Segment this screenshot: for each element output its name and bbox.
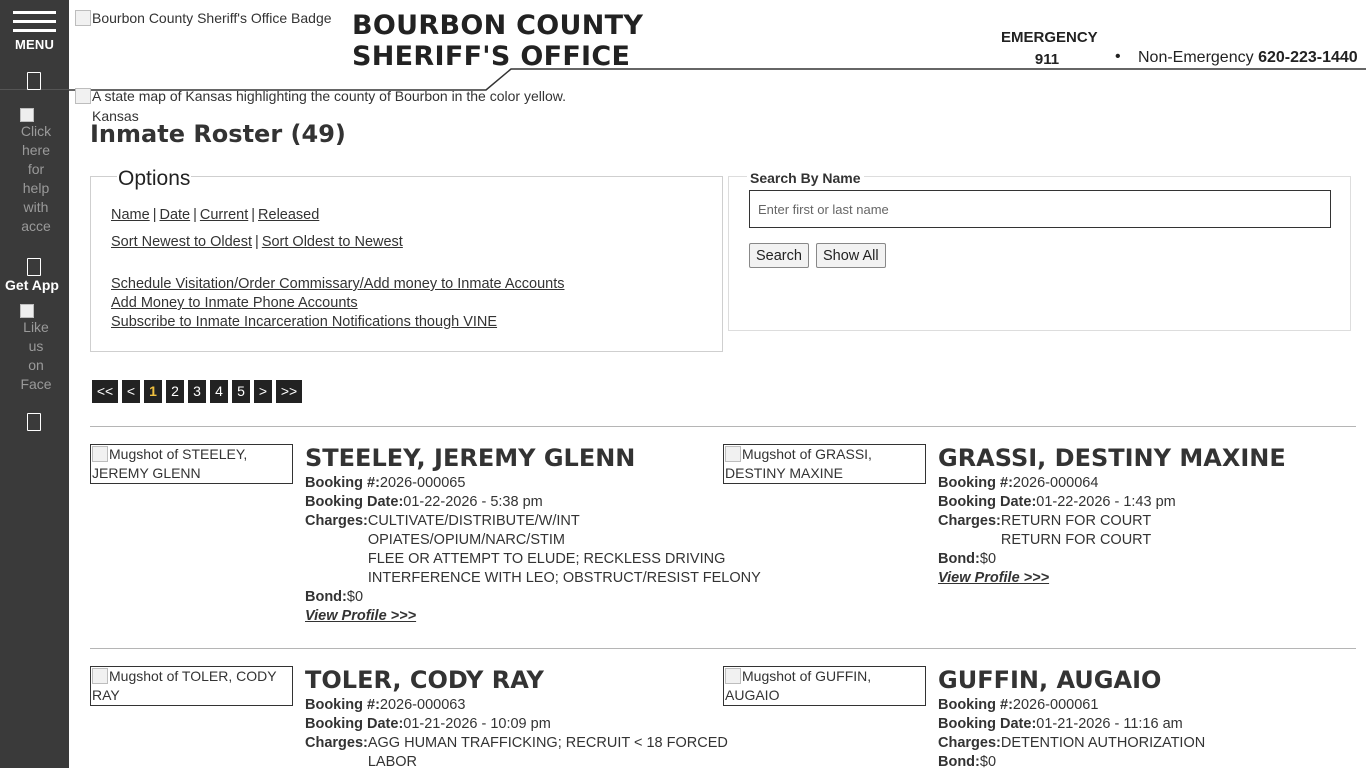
vine-notifications-link[interactable]: Subscribe to Inmate Incarceration Notifications though VINE [111, 314, 498, 330]
broken-image-icon [20, 108, 34, 122]
row-divider [90, 648, 1356, 649]
mugshot-alt: Mugshot of GUFFIN, AUGAIO [725, 668, 872, 703]
inmate-name[interactable]: GUFFIN, AUGAIO [938, 666, 1162, 694]
charge-item: OPIATES/OPIUM/NARC/STIM [367, 532, 565, 548]
kansas-map-image [75, 88, 566, 104]
pagination-page-3[interactable]: 3 [188, 380, 206, 403]
sort-links: Sort Newest to Oldest | Sort Oldest to Newest [111, 234, 403, 250]
pagination-last[interactable]: >> [276, 380, 302, 403]
state-label: Kansas [92, 108, 139, 124]
filter-current-link[interactable]: Current [199, 207, 249, 223]
pagination-page-2[interactable]: 2 [166, 380, 184, 403]
sheriff-badge-image[interactable] [75, 10, 332, 26]
pagination-next[interactable]: > [254, 380, 272, 403]
charge-item: LABOR [367, 754, 418, 770]
view-profile-link[interactable]: View Profile >>> [305, 608, 417, 624]
visitation-commissary-link[interactable]: Schedule Visitation/Order Commissary/Add money to Inmate Accounts [111, 276, 565, 292]
phone-icon[interactable] [27, 258, 41, 276]
service-link-vine [111, 314, 497, 330]
square-icon[interactable] [27, 72, 41, 90]
booking-date-label: Booking Date: [305, 716, 404, 732]
broken-image-icon [725, 446, 741, 462]
mugshot-image[interactable] [723, 666, 926, 706]
service-link-visitation [111, 276, 564, 292]
inmate-details [938, 474, 1176, 588]
inmate-name[interactable]: TOLER, CODY RAY [305, 666, 544, 694]
box-icon[interactable] [27, 413, 41, 431]
booking-number-label: Booking #: [305, 697, 380, 713]
pagination-page-1[interactable]: 1 [144, 380, 162, 403]
inmate-name[interactable]: GRASSI, DESTINY MAXINE [938, 444, 1286, 472]
emergency-number[interactable]: 911 [1034, 51, 1060, 68]
broken-image-icon [75, 10, 91, 26]
charges-list [1001, 734, 1205, 753]
inmate-card [723, 666, 1353, 768]
charge-item: CULTIVATE/DISTRIBUTE/W/INT [367, 513, 580, 529]
charges-list [368, 512, 761, 588]
booking-date-label: Booking Date: [938, 494, 1037, 510]
search-name-input[interactable] [749, 190, 1331, 228]
booking-number-label: Booking #: [305, 475, 380, 491]
booking-date: 01-22-2026 - 5:38 pm [403, 494, 543, 510]
pagination-prev[interactable]: < [122, 380, 140, 403]
site-header [69, 0, 1366, 100]
filter-date-link[interactable]: Date [159, 207, 191, 223]
inmate-card [90, 666, 728, 770]
charge-item: INTERFERENCE WITH LEO; OBSTRUCT/RESIST FELONY [367, 570, 761, 586]
charges-label: Charges: [938, 513, 1001, 529]
menu-label: MENU [14, 37, 55, 52]
broken-image-icon [75, 88, 91, 104]
sidebar [0, 0, 69, 768]
charges-list [368, 734, 728, 772]
bond-amount: $0 [979, 754, 997, 770]
booking-date-label: Booking Date: [938, 716, 1037, 732]
booking-number: 2026-000064 [1012, 475, 1099, 491]
broken-image-icon [92, 446, 108, 462]
inmate-details [305, 696, 728, 772]
options-legend: Options [118, 167, 191, 190]
booking-number: 2026-000065 [379, 475, 466, 491]
pagination-first[interactable]: << [92, 380, 118, 403]
facebook-link[interactable] [20, 304, 52, 396]
booking-date: 01-21-2026 - 10:09 pm [403, 716, 551, 732]
booking-number: 2026-000063 [379, 697, 466, 713]
charges-label: Charges: [305, 513, 368, 529]
booking-number-label: Booking #: [938, 475, 1013, 491]
site-title-line2: SHERIFF'S OFFICE [352, 41, 631, 72]
non-emergency-contact [1138, 49, 1358, 67]
pagination-page-4[interactable]: 4 [210, 380, 228, 403]
facebook-alt: Like us on Face [20, 319, 52, 392]
kansas-map-alt: A state map of Kansas highlighting the county of Bourbon in the color yellow. [92, 88, 566, 104]
charge-item: DETENTION AUTHORIZATION [1000, 735, 1206, 751]
charges-list [1001, 512, 1151, 550]
view-profile-link[interactable]: View Profile >>> [938, 570, 1050, 586]
inmate-card [723, 444, 1353, 629]
inmate-details [305, 474, 761, 626]
mugshot-alt: Mugshot of GRASSI, DESTINY MAXINE [725, 446, 872, 481]
booking-date: 01-22-2026 - 1:43 pm [1036, 494, 1176, 510]
get-app-link[interactable]: Get App [5, 277, 59, 293]
site-title-line1: BOURBON COUNTY [352, 10, 644, 41]
accessibility-help-link[interactable] [20, 108, 52, 236]
site-title[interactable] [352, 10, 643, 72]
bond-label: Bond: [938, 551, 980, 567]
badge-alt-text: Bourbon County Sheriff's Office Badge [92, 10, 332, 26]
service-link-phone [111, 295, 358, 311]
options-panel [90, 167, 723, 352]
sort-oldest-link[interactable]: Sort Oldest to Newest [261, 234, 403, 250]
booking-date-label: Booking Date: [305, 494, 404, 510]
non-emergency-label: Non-Emergency [1138, 49, 1254, 66]
charge-item: RETURN FOR COURT [1000, 513, 1152, 529]
broken-image-icon [725, 668, 741, 684]
broken-image-icon [20, 304, 34, 318]
sort-newest-link[interactable]: Sort Newest to Oldest [111, 234, 253, 250]
charges-label: Charges: [938, 735, 1001, 751]
emergency-label: EMERGENCY [1001, 29, 1098, 46]
charges-label: Charges: [305, 735, 368, 751]
phone-accounts-link[interactable]: Add Money to Inmate Phone Accounts [111, 295, 358, 311]
charge-item: FLEE OR ATTEMPT TO ELUDE; RECKLESS DRIVING [367, 551, 726, 567]
booking-number: 2026-000061 [1012, 697, 1099, 713]
inmate-name[interactable]: STEELEY, JEREMY GLENN [305, 444, 636, 472]
page-title: Inmate Roster (49) [90, 120, 346, 148]
inmate-details [938, 696, 1205, 772]
mugshot-image[interactable] [90, 666, 293, 706]
non-emergency-number[interactable]: 620-223-1440 [1258, 49, 1358, 66]
bond-amount: $0 [346, 589, 364, 605]
charge-item: AGG HUMAN TRAFFICKING; RECRUIT < 18 FORCED [367, 735, 728, 751]
show-all-button[interactable]: Show All [816, 243, 886, 268]
bullet-separator: • [1115, 48, 1121, 65]
mugshot-image[interactable] [723, 444, 926, 484]
mugshot-alt: Mugshot of TOLER, CODY RAY [92, 668, 277, 703]
hamburger-icon [13, 11, 56, 38]
filter-name-link[interactable]: Name [111, 207, 150, 223]
row-divider [90, 426, 1356, 427]
search-button[interactable]: Search [749, 243, 809, 268]
filter-released-link[interactable]: Released [258, 207, 320, 223]
search-panel [728, 170, 1351, 331]
charge-item: RETURN FOR COURT [1000, 532, 1152, 548]
filter-links: Name | Date | Current | Released [111, 207, 320, 223]
bond-amount: $0 [979, 551, 997, 567]
emergency-contact [1001, 27, 1098, 71]
bond-label: Bond: [938, 754, 980, 770]
broken-image-icon [92, 668, 108, 684]
search-legend: Search By Name [747, 170, 864, 186]
mugshot-image[interactable] [90, 444, 293, 484]
mugshot-alt: Mugshot of STEELEY, JEREMY GLENN [92, 446, 248, 481]
bond-label: Bond: [305, 589, 347, 605]
inmate-card [90, 444, 761, 629]
accessibility-help-alt: Click here for help with acce [20, 123, 52, 234]
booking-date: 01-21-2026 - 11:16 am [1036, 716, 1183, 732]
booking-number-label: Booking #: [938, 697, 1013, 713]
pagination-page-5[interactable]: 5 [232, 380, 250, 403]
